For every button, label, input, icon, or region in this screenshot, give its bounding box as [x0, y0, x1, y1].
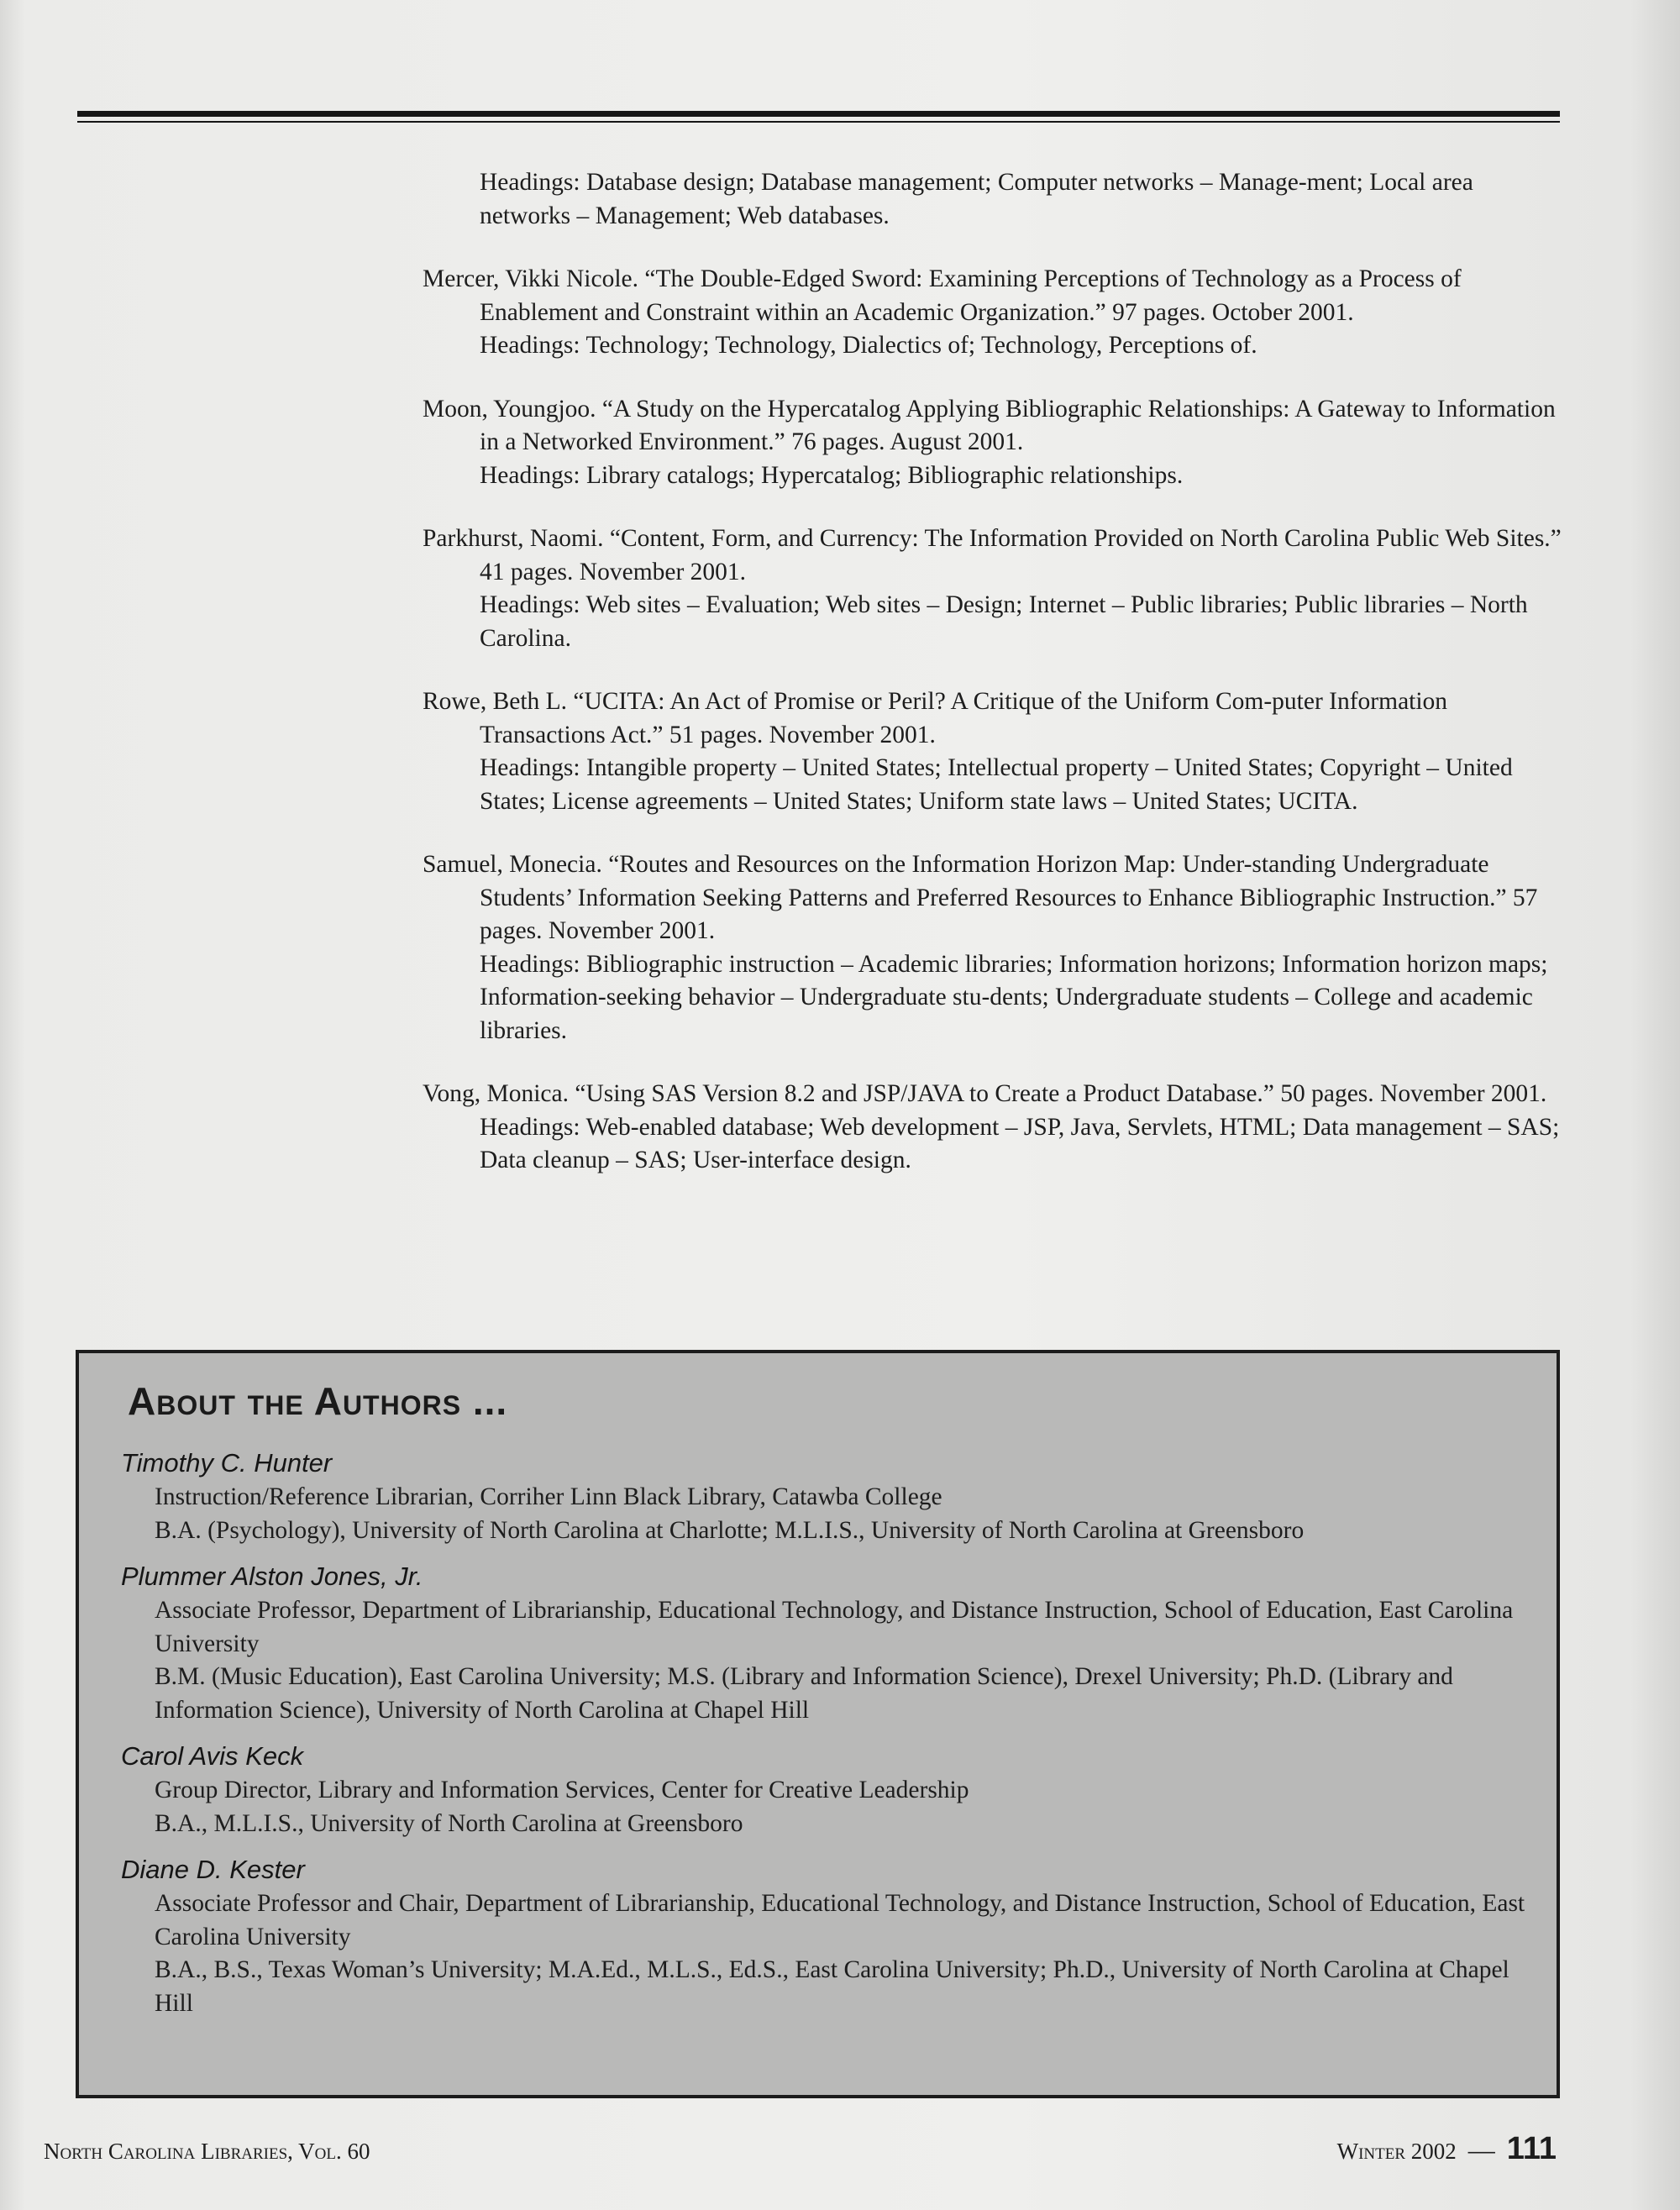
author-position: Instruction/Reference Librarian, Corriher Linn Black Library, Catawba College: [155, 1483, 942, 1510]
entry-citation: Moon, Youngjoo. “A Study on the Hypercatalog Applying Bibliographic Relationships: A Gateway to Information in a Networked Environment.” 76 pages. August 2001.: [423, 395, 1556, 455]
entry-citation: Vong, Monica. “Using SAS Version 8.2 and JSP/JAVA to Create a Product Database.” 50 pages. November 2001.: [423, 1080, 1547, 1107]
bibliography-entry: [423, 166, 1565, 233]
about-authors-title: About the Authors ...: [128, 1379, 508, 1423]
author-position: Associate Professor and Chair, Department of Librarianship, Educational Technology, and Distance Instruction, School of Education, East Carolina University: [155, 1890, 1525, 1950]
top-rule: [77, 111, 1560, 117]
entry-headings: Headings: Intangible property – United States; Intellectual property – United States; Copyright – United States; License agreements – United States; Uniform state laws – United States; UCITA.: [480, 754, 1513, 815]
top-rule-thin: [77, 121, 1560, 123]
author-degrees: B.A. (Psychology), University of North Carolina at Charlotte; M.L.I.S., University of North Carolina at Greensboro: [155, 1516, 1305, 1544]
entry-citation: Mercer, Vikki Nicole. “The Double-Edged Sword: Examining Perceptions of Technology as a Process of Enablement and Constraint within an Academic Organization.” 97 pages. October 2001.: [423, 265, 1462, 326]
author-degrees: B.M. (Music Education), East Carolina University; M.S. (Library and Information Science), Drexel University; Ph.D. (Library and Information Science), University of North Carolina at Chapel Hill: [155, 1663, 1453, 1724]
entry-headings: Headings: Technology; Technology, Dialectics of; Technology, Perceptions of.: [480, 332, 1257, 359]
entry-citation: Parkhurst, Naomi. “Content, Form, and Currency: The Information Provided on North Carolina Public Web Sites.” 41 pages. November 2001.: [423, 525, 1562, 585]
author-name: Plummer Alston Jones, Jr.: [121, 1562, 423, 1591]
bibliography-list: [423, 166, 1565, 1208]
author-degrees: B.A., B.S., Texas Woman’s University; M.A.Ed., M.L.S., Ed.S., East Carolina University; Ph.D., University of North Carolina at Chapel Hill: [155, 1956, 1509, 2017]
bibliography-entry: [423, 263, 1565, 363]
entry-citation: Samuel, Monecia. “Routes and Resources on the Information Horizon Map: Under-standing Undergraduate Students’ Information Seeking Patterns and Preferred Resources to Enhance Bibliographic Instruction.” 57 pages. November 2001.: [423, 851, 1538, 944]
entry-citation: Rowe, Beth L. “UCITA: An Act of Promise or Peril? A Critique of the Uniform Com-puter Information Transactions Act.” 51 pages. November 2001.: [423, 688, 1448, 748]
author-degrees: B.A., M.L.I.S., University of North Carolina at Greensboro: [155, 1809, 743, 1837]
entry-headings: Headings: Library catalogs; Hypercatalog; Bibliographic relationships.: [480, 461, 1184, 489]
footer-issue: [1337, 2131, 1557, 2167]
author-name: Diane D. Kester: [121, 1855, 305, 1884]
authors-list: [121, 1446, 1532, 2032]
entry-headings: Headings: Database design; Database management; Computer networks – Manage-ment; Local area networks – Management; Web databases.: [480, 169, 1473, 229]
author-entry: [121, 1446, 1532, 1547]
footer-dash: —: [1467, 2134, 1495, 2165]
bibliography-entry: [423, 1078, 1565, 1178]
about-authors-box: [76, 1350, 1560, 2098]
author-position: Group Director, Library and Information Services, Center for Creative Leadership: [155, 1777, 969, 1803]
page-number: 111: [1506, 2131, 1557, 2166]
bibliography-entry: [423, 685, 1565, 818]
author-entry: [121, 1852, 1532, 2020]
author-entry: [121, 1739, 1532, 1840]
bibliography-entry: [423, 522, 1565, 655]
footer-season: Winter 2002: [1336, 2139, 1457, 2164]
footer-journal: North Carolina Libraries, Vol. 60: [44, 2139, 370, 2164]
author-name: Timothy C. Hunter: [121, 1448, 333, 1478]
entry-headings: Headings: Bibliographic instruction – Academic libraries; Information horizons; Information horizon maps; Information-seeking behavior – Undergraduate stu-dents; Undergraduate students – College and academic libraries.: [480, 950, 1548, 1044]
author-entry: [121, 1559, 1532, 1727]
author-position: Associate Professor, Department of Librarianship, Educational Technology, and Distance Instruction, School of Education, East Carolina University: [155, 1597, 1514, 1657]
bibliography-entry: [423, 393, 1565, 493]
entry-headings: Headings: Web-enabled database; Web development – JSP, Java, Servlets, HTML; Data management – SAS; Data cleanup – SAS; User-interface design.: [480, 1113, 1560, 1173]
author-name: Carol Avis Keck: [121, 1741, 304, 1771]
entry-headings: Headings: Web sites – Evaluation; Web sites – Design; Internet – Public libraries; Public libraries – North Carolina.: [480, 591, 1528, 652]
bibliography-entry: [423, 848, 1565, 1047]
